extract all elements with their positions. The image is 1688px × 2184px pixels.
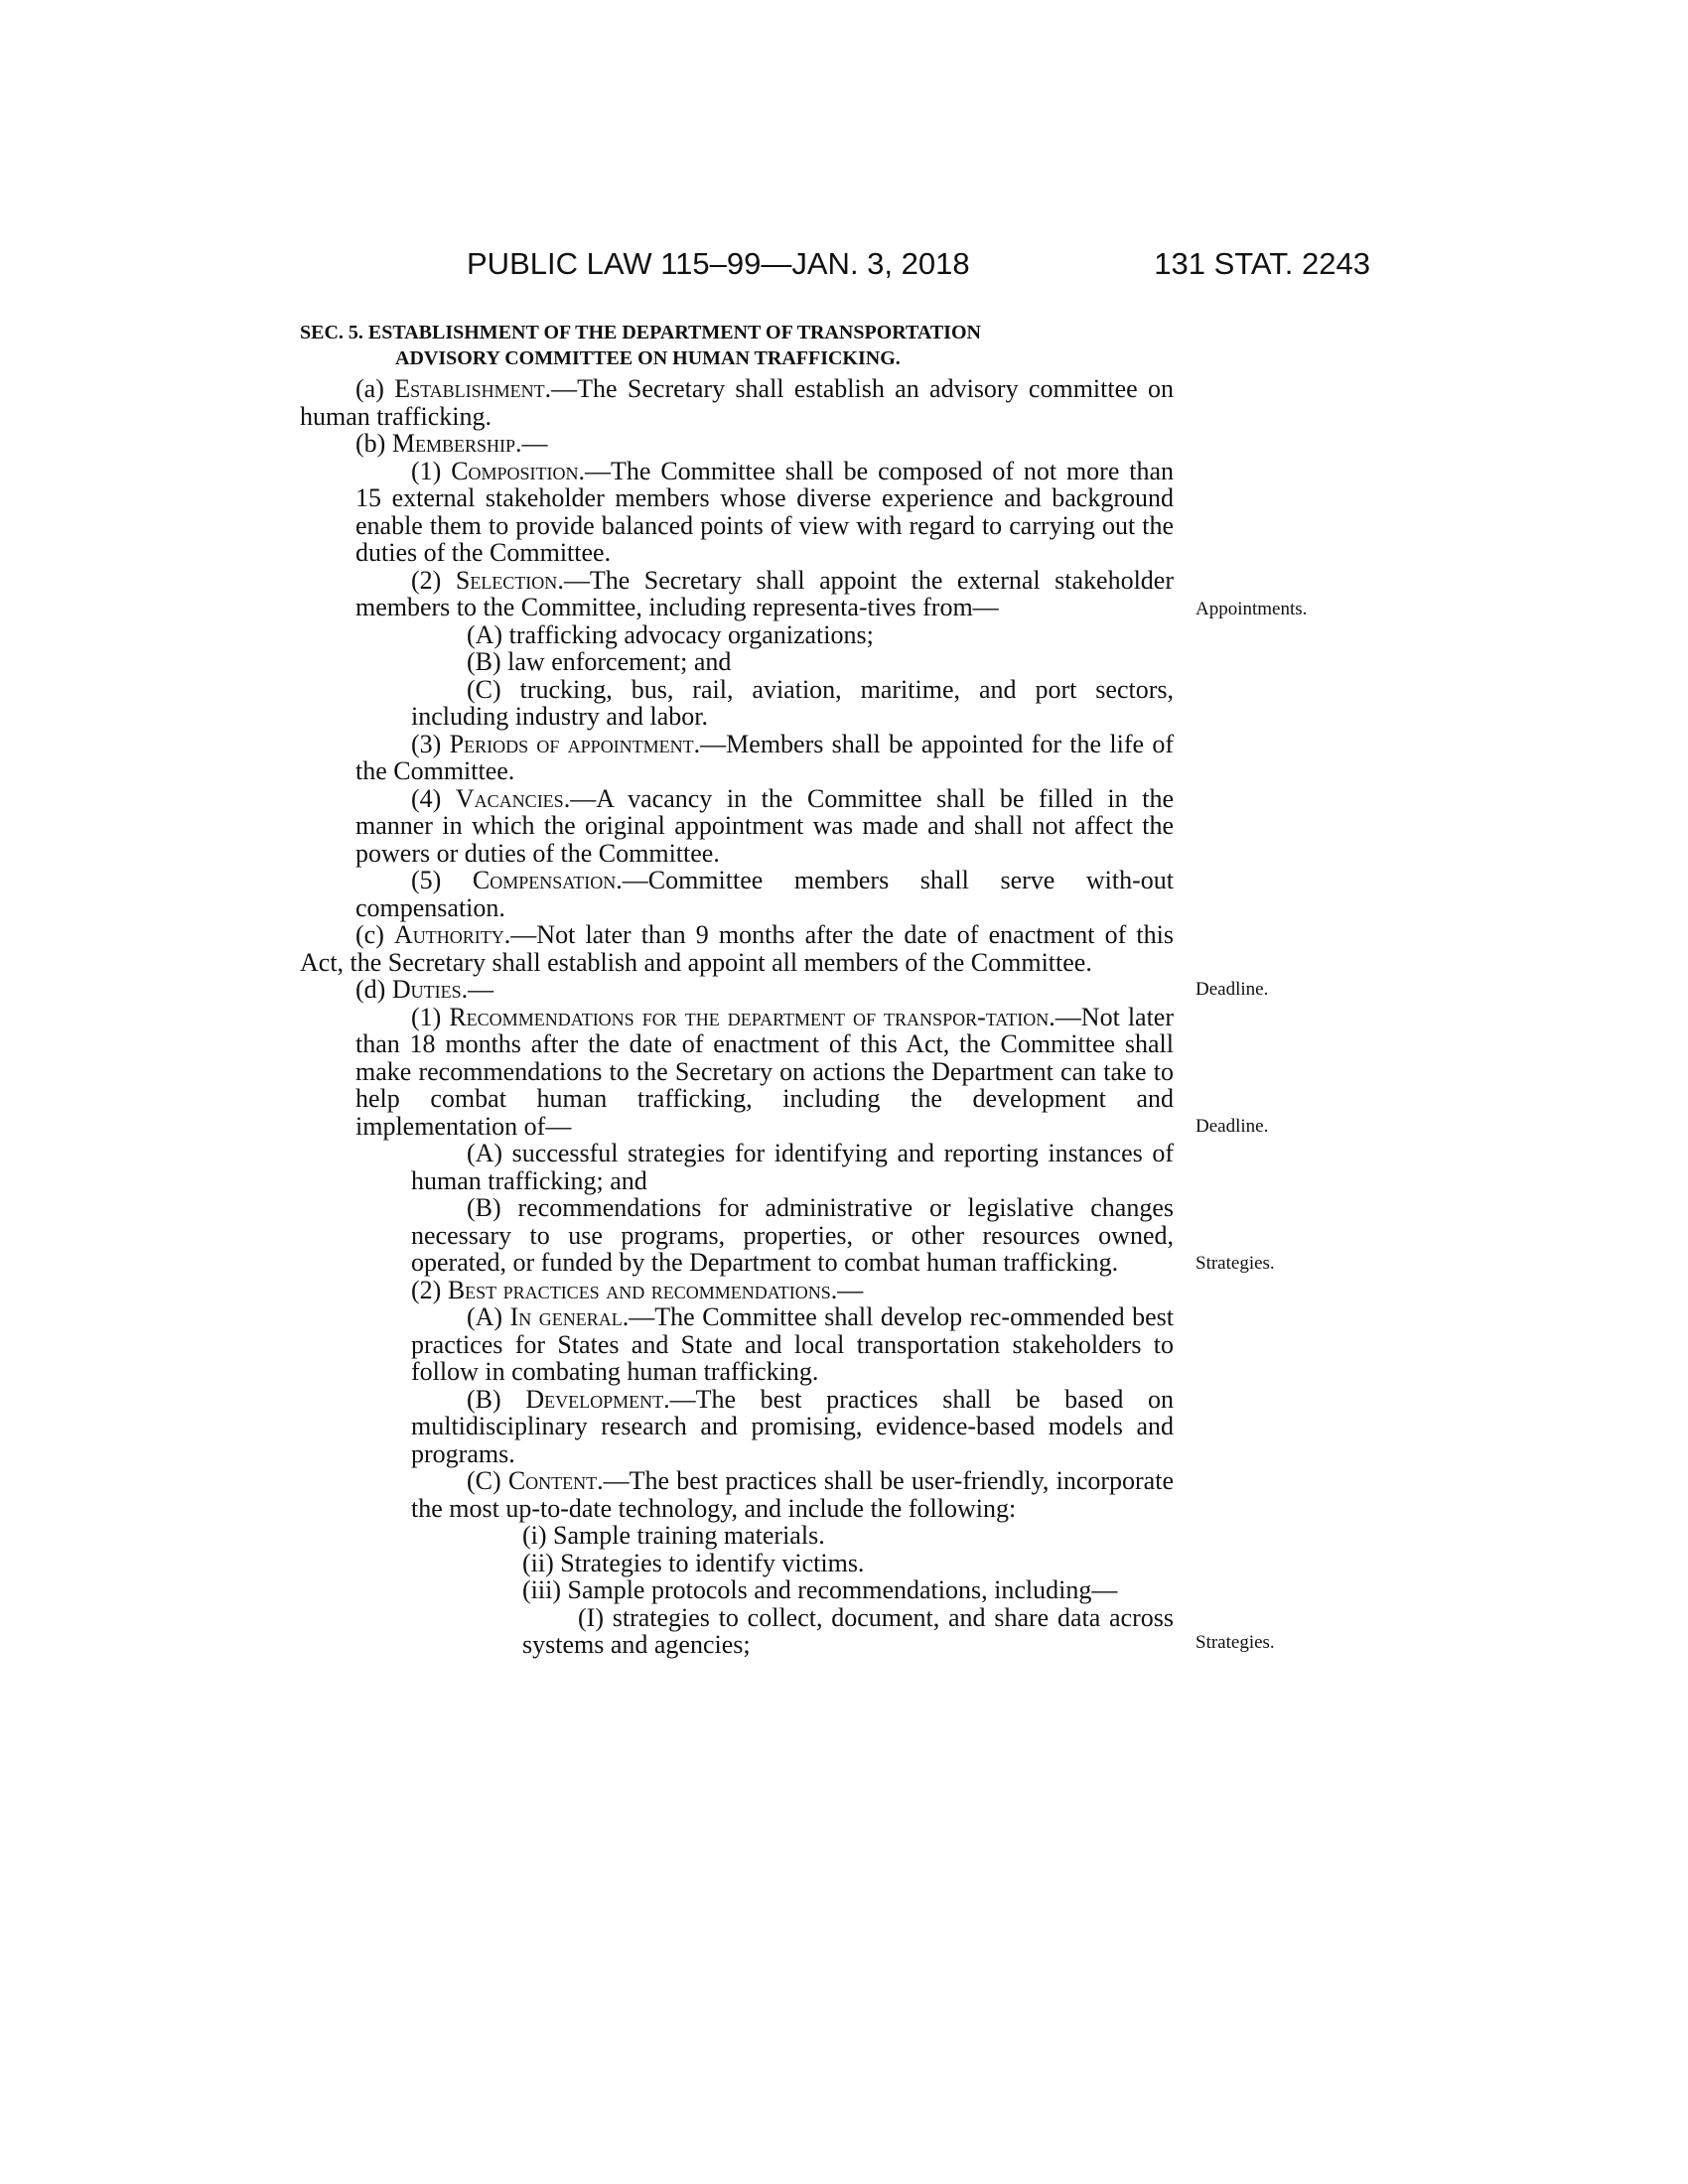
section-title	[300, 320, 1174, 371]
subsection-a-heading: Establishment	[394, 374, 545, 403]
statute-citation: 131 STAT. 2243	[1154, 246, 1370, 281]
section-title-line-1: SEC. 5. ESTABLISHMENT OF THE DEPARTMENT OF TRANSPORTATION	[300, 322, 981, 343]
paragraph-b4: (4) Vacancies.—A vacancy in the Committee shall be filled in the manner in which the original appointment was made and shall not affect the powers or duties of the Committee.	[355, 783, 1174, 868]
item-d2C-iii: (iii) Sample protocols and recommendations, including—	[522, 1575, 1118, 1604]
subsection-d: (d) Duties.—	[355, 975, 494, 1004]
subsection-b-heading: Membership	[391, 429, 515, 458]
paragraph-b3-heading: Periods of appointment	[449, 729, 694, 758]
subitem-d2C-iii-I: (I) strategies to collect, document, and share data across systems and agencies;	[522, 1602, 1174, 1659]
paragraph-b4-text: .—A vacancy in the Committee shall be filled in the manner in which the original appointment was made and shall not affect the powers or duties of the Committee.	[355, 783, 1174, 868]
clause-d2C-text: .—The best practices shall be user-friendly, incorporate the most up-to-date technology, and include the following:	[411, 1466, 1174, 1523]
paragraph-b5-text: .—Committee members shall serve with-out compensation.	[355, 866, 1174, 922]
clause-d2A-text: .—The Committee shall develop rec-ommended best practices for States and State and local transportation stakeholders to follow in combating human trafficking.	[411, 1302, 1174, 1386]
paragraph-d1: (1) Recommendations for the department of transpor-tation.—Not later than 18 months after the date of enactment of this Act, the Committee shall make recommendations to the Secretary on actions the Department can take to help combat human trafficking, including the development and implementation of—	[355, 1002, 1175, 1141]
paragraph-b5-heading: Compensation	[472, 866, 617, 894]
paragraph-b2-text: .—The Secretary shall appoint the external stakeholder members to the Committee, including representa-tives from—	[355, 565, 1174, 621]
clause-d2C-heading: Content	[507, 1466, 598, 1495]
margin-note-strategies-2: Strategies.	[1196, 1632, 1275, 1653]
subsection-c: (c) Authority.—Not later than 9 months after the date of enactment of this Act, the Secretary shall establish and appoint all members of the Committee.	[300, 920, 1175, 977]
item-d2C-ii: (ii) Strategies to identify victims.	[522, 1548, 865, 1577]
subsection-d-heading: Duties	[391, 975, 462, 1004]
public-law-title: PUBLIC LAW 115–99—JAN. 3, 2018	[467, 246, 970, 281]
subsection-a-text: .—The Secretary shall establish an advisory committee on human trafficking.	[300, 374, 1175, 431]
clause-d2B: (B) Development.—The best practices shall be based on multidisciplinary research and promising, evidence-based models and programs.	[411, 1384, 1174, 1468]
clause-d2C: (C) Content.—The best practices shall be user-friendly, incorporate the most up-to-date technology, and include the following:	[411, 1466, 1174, 1523]
page-header	[467, 246, 1370, 286]
clause-d1B: (B) recommendations for administrative or legislative changes necessary to use programs, properties, or other resources owned, operated, or funded by the Department to combat human trafficking.	[411, 1193, 1174, 1277]
paragraph-d2: (2) Best practices and recommendations.—	[411, 1275, 864, 1304]
subsection-c-text: .—Not later than 9 months after the date of enactment of this Act, the Secretary shall establish and appoint all members of the Committee.	[300, 920, 1175, 977]
clause-d2A-heading: In general	[509, 1302, 623, 1331]
margin-note-deadline-2: Deadline.	[1196, 1116, 1269, 1137]
paragraph-b2: (2) Selection.—The Secretary shall appoint the external stakeholder members to the Committee, including representa-tives from—	[355, 565, 1174, 621]
subsection-c-heading: Authority	[394, 920, 504, 949]
paragraph-b1-heading: Composition	[451, 456, 579, 485]
section-body	[300, 375, 1174, 1659]
clause-b2B: (B) law enforcement; and	[467, 647, 732, 676]
paragraph-d1-text: .—Not later than 18 months after the date of enactment of this Act, the Committee shall make recommendations to the Secretary on actions the Department can take to help combat human trafficking, including the development and implementation of—	[355, 1002, 1175, 1141]
paragraph-b1-text: .—The Committee shall be composed of not more than 15 external stakeholder members whose diverse experience and background enable them to provide balanced points of view with regard to carrying out the duties of the Committee.	[355, 456, 1174, 567]
paragraph-b5: (5) Compensation.—Committee members shall serve with-out compensation.	[355, 866, 1174, 922]
clause-b2C: (C) trucking, bus, rail, aviation, maritime, and port sectors, including industry and labor.	[411, 674, 1174, 731]
subsection-a: (a) Establishment.—The Secretary shall establish an advisory committee on human trafficking.	[300, 374, 1175, 431]
margin-note-strategies-1: Strategies.	[1196, 1253, 1275, 1274]
item-d2C-i: (i) Sample training materials.	[522, 1521, 825, 1550]
clause-d2B-heading: Development	[525, 1384, 664, 1414]
clause-d2A: (A) In general.—The Committee shall develop rec-ommended best practices for States and State and local transportation stakeholders to follow in combating human trafficking.	[411, 1302, 1174, 1386]
margin-note-deadline-1: Deadline.	[1196, 979, 1269, 1000]
clause-d2B-text: .—The best practices shall be based on multidisciplinary research and promising, evidence-based models and programs.	[411, 1384, 1174, 1468]
subsection-b: (b) Membership.—	[355, 429, 548, 458]
paragraph-b3: (3) Periods of appointment.—Members shall be appointed for the life of the Committee.	[355, 729, 1174, 785]
paragraph-b3-text: .—Members shall be appointed for the life of the Committee.	[355, 729, 1174, 785]
paragraph-d2-heading: Best practices and recommendations	[447, 1275, 831, 1304]
margin-note-appointments: Appointments.	[1196, 599, 1308, 619]
clause-b2A: (A) trafficking advocacy organizations;	[467, 619, 874, 649]
section-title-line-2: ADVISORY COMMITTEE ON HUMAN TRAFFICKING.	[395, 347, 901, 369]
paragraph-d1-heading: Recommendations for the department of transpor-tation	[449, 1002, 1050, 1031]
paragraph-b2-heading: Selection	[455, 565, 558, 595]
paragraph-b1: (1) Composition.—The Committee shall be composed of not more than 15 external stakeholder members whose diverse experience and background enable them to provide balanced points of view with regard to carrying out the duties of the Committee.	[355, 456, 1174, 567]
paragraph-b4-heading: Vacancies	[455, 783, 564, 813]
clause-d1A: (A) successful strategies for identifying and reporting instances of human trafficking; and	[411, 1139, 1174, 1195]
